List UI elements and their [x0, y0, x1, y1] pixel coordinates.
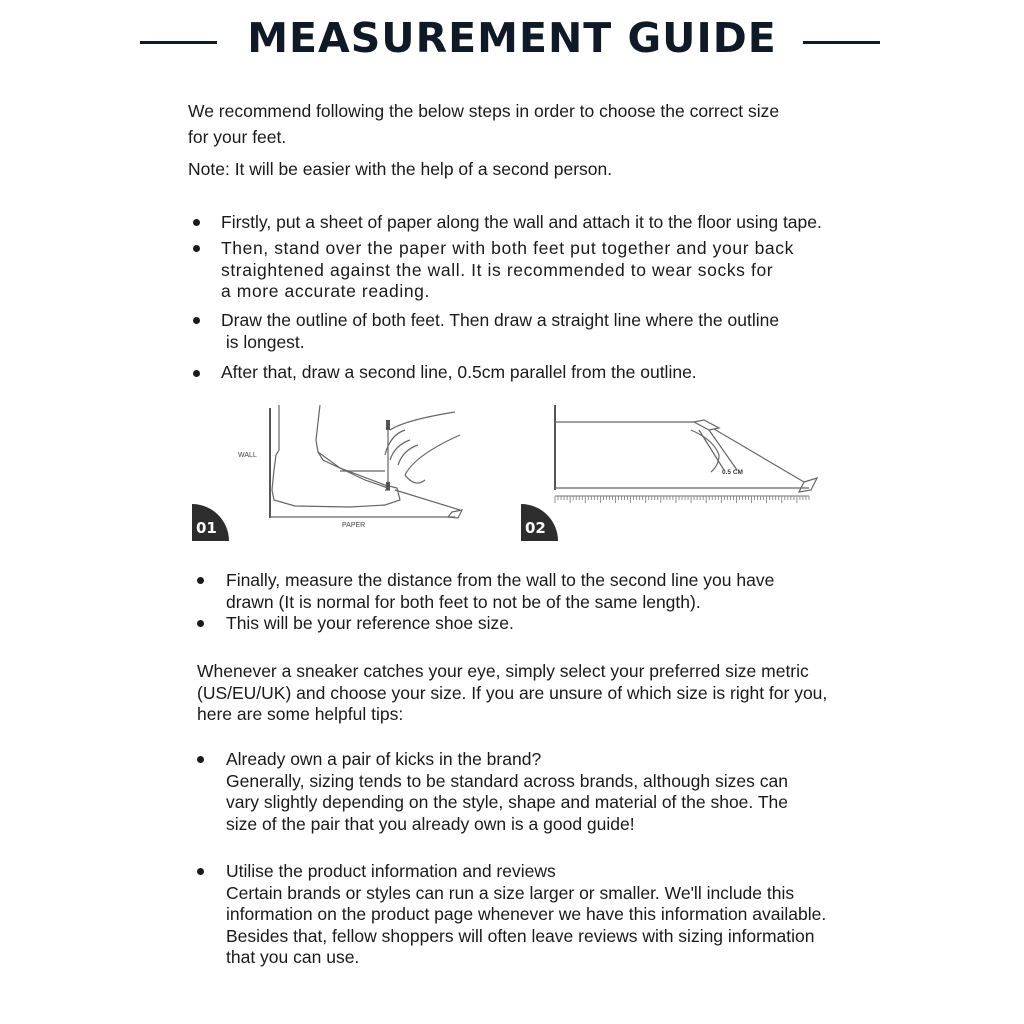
final-step-text: drawn (It is normal for both feet to not be of the same length).	[226, 591, 701, 612]
bullet-icon	[193, 219, 200, 226]
bullet-icon	[197, 868, 204, 875]
tip-heading: Already own a pair of kicks in the brand?	[226, 749, 542, 769]
intro-line-1: We recommend following the below steps in order to choose the correct size	[188, 101, 780, 121]
wall-label: WALL	[238, 452, 257, 459]
bullet-icon	[197, 756, 204, 763]
step-text: Draw the outline of both feet. Then draw a straight line where the outline	[221, 310, 780, 330]
intro-line-2: for your feet.	[188, 127, 287, 147]
tip-text: vary slightly depending on the style, shape and material of the shoe. The	[226, 792, 788, 812]
page-title: MEASUREMENT GUIDE	[247, 14, 777, 62]
bullet-icon	[197, 577, 204, 584]
step-text: Firstly, put a sheet of paper along the wall and attach it to the floor using tape.	[221, 212, 822, 232]
paper-label: PAPER	[342, 522, 366, 529]
tips-intro-line: (US/EU/UK) and choose your size. If you are unsure of which size is right for you,	[197, 682, 828, 703]
step-badge-02: 02	[521, 504, 558, 541]
step-text: Then, stand over the paper with both feet put together and your back	[221, 238, 794, 258]
intro-note: Note: It will be easier with the help of a second person.	[188, 159, 613, 179]
tip-text: Certain brands or styles can run a size larger or smaller. We'll include this	[226, 882, 795, 903]
pen-icon	[386, 420, 390, 430]
tip-text: that you can use.	[226, 947, 360, 967]
step-badge-01: 01	[192, 504, 229, 541]
final-step-text: This will be your reference shoe size.	[226, 613, 514, 633]
illustration-tracing-foot	[190, 400, 480, 542]
offset-label: 0.5 CM	[722, 469, 743, 476]
step-text: After that, draw a second line, 0.5cm parallel from the outline.	[221, 362, 697, 382]
bullet-icon	[193, 370, 200, 377]
illustration-measuring-line	[519, 400, 829, 542]
step-text: is longest.	[221, 331, 305, 352]
tips-intro	[197, 661, 827, 726]
header	[0, 8, 1024, 64]
tip-text: size of the pair that you already own is a good guide!	[226, 813, 635, 834]
step-text: straightened against the wall. It is recommended to wear socks for	[221, 259, 774, 280]
measuring-line-drawing	[519, 400, 829, 542]
bullet-icon	[193, 245, 200, 252]
step-text: a more accurate reading.	[221, 281, 430, 301]
tip-text: Besides that, fellow shoppers will often leave reviews with sizing information	[226, 925, 815, 946]
tips-intro-line: here are some helpful tips:	[197, 704, 404, 724]
tip-text: information on the product page whenever we have this information available.	[226, 904, 827, 924]
title-rule-right	[803, 41, 880, 44]
tip-heading: Utilise the product information and reviews	[226, 861, 556, 881]
tips-intro-line: Whenever a sneaker catches your eye, simply select your preferred size metric	[197, 661, 809, 681]
final-step-text: Finally, measure the distance from the wall to the second line you have	[226, 570, 775, 590]
foot-tracing-drawing	[190, 400, 480, 542]
bullet-icon	[197, 620, 204, 627]
tip-text: Generally, sizing tends to be standard across brands, although sizes can	[226, 770, 788, 791]
bullet-icon	[193, 317, 200, 324]
